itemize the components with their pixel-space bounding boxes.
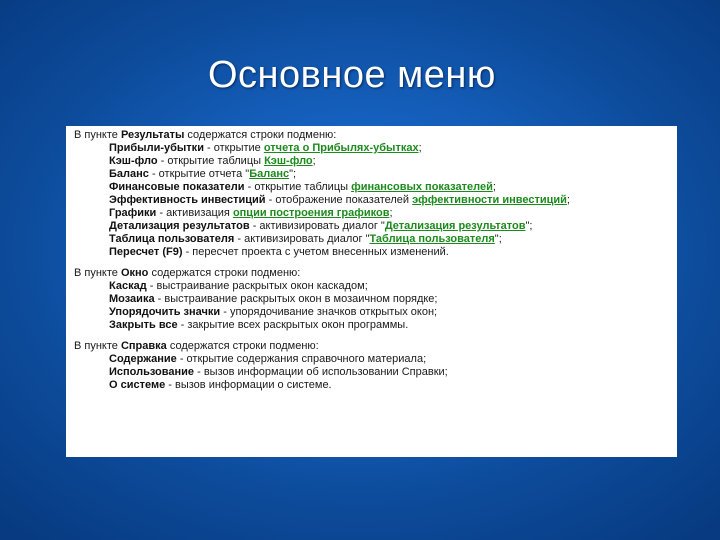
menu-item: [109, 379, 669, 392]
menu-item: [109, 233, 669, 246]
item-name: Детализация результатов: [109, 220, 250, 232]
item-name: Пересчет (F9): [109, 246, 183, 258]
item-name: Баланс: [109, 168, 149, 180]
item-name: Каскад: [109, 280, 147, 292]
menu-item: [109, 306, 669, 319]
item-link[interactable]: эффективности инвестиций: [412, 194, 567, 206]
item-desc: - закрытие всех раскрытых окон программы.: [177, 319, 409, 331]
section-intro: [74, 340, 669, 353]
item-desc-end: ;: [566, 194, 570, 206]
item-desc-end: ;: [418, 142, 422, 154]
slide-title: Основное меню: [208, 54, 496, 96]
item-desc: - открытие таблицы: [244, 181, 352, 193]
item-desc-end: ;: [492, 181, 496, 193]
menu-item: [109, 142, 669, 155]
menu-item: [109, 207, 669, 220]
menu-item: [109, 181, 669, 194]
intro-text: содержатся строки подменю:: [166, 340, 319, 352]
item-desc: - активизация: [156, 207, 233, 219]
menu-item: [109, 293, 669, 306]
item-desc: - вызов информации об использовании Справки;: [194, 366, 448, 378]
section-intro: [74, 129, 669, 142]
section-window: [74, 267, 669, 332]
item-name: Кэш-фло: [109, 155, 158, 167]
intro-text: В пункте: [74, 129, 121, 141]
menu-item: [109, 155, 669, 168]
item-name: Использование: [109, 366, 195, 378]
item-name: Таблица пользователя: [109, 233, 235, 245]
item-desc: - пересчет проекта с учетом внесенных изменений.: [182, 246, 449, 258]
item-desc: - открытие: [203, 142, 264, 154]
menu-item: [109, 280, 669, 293]
intro-text: содержатся строки подменю:: [184, 129, 337, 141]
item-name: Закрыть все: [109, 319, 178, 331]
menu-name: Окно: [120, 267, 149, 279]
item-desc: - выстраивание раскрытых окон каскадом;: [146, 280, 368, 292]
menu-name: Результаты: [120, 129, 185, 141]
menu-item: [109, 246, 669, 259]
item-desc-end: ;: [312, 155, 316, 167]
menu-item: [109, 220, 669, 233]
menu-name: Справка: [120, 340, 167, 352]
intro-text: В пункте: [74, 340, 121, 352]
item-desc: - выстраивание раскрытых окон в мозаичном порядке;: [154, 293, 438, 305]
item-desc: - отображение показателей: [265, 194, 413, 206]
menu-item: [109, 168, 669, 181]
item-name: Эффективность инвестиций: [109, 194, 266, 206]
item-name: О системе: [109, 379, 166, 391]
item-link[interactable]: финансовых показателей: [351, 181, 493, 193]
menu-item: [109, 319, 669, 332]
item-desc: - открытие отчета ": [148, 168, 250, 180]
menu-item: [109, 366, 669, 379]
item-link[interactable]: Кэш-фло: [264, 155, 313, 167]
item-name: Содержание: [109, 353, 177, 365]
item-desc: - открытие содержания справочного материала;: [176, 353, 427, 365]
section-results: [74, 129, 669, 259]
item-desc: - вызов информации о системе.: [165, 379, 332, 391]
section-help: [74, 340, 669, 392]
item-desc-end: ";: [525, 220, 533, 232]
item-name: Финансовые показатели: [109, 181, 245, 193]
section-intro: [74, 267, 669, 280]
intro-text: В пункте: [74, 267, 121, 279]
item-desc-end: ";: [494, 233, 502, 245]
item-desc: - активизировать диалог ": [234, 233, 370, 245]
item-desc: - активизировать диалог ": [249, 220, 385, 232]
item-link[interactable]: опции построения графиков: [232, 207, 390, 219]
item-link[interactable]: Баланс: [249, 168, 290, 180]
item-link[interactable]: Таблица пользователя: [369, 233, 495, 245]
item-link[interactable]: отчета о Прибылях-убытках: [263, 142, 419, 154]
item-name: Упорядочить значки: [109, 306, 221, 318]
menu-item: [109, 194, 669, 207]
item-name: Прибыли-убытки: [109, 142, 204, 154]
item-desc: - открытие таблицы: [157, 155, 265, 167]
item-desc: - упорядочивание значков открытых окон;: [220, 306, 438, 318]
intro-text: содержатся строки подменю:: [148, 267, 301, 279]
menu-item: [109, 353, 669, 366]
content-panel: [66, 126, 677, 457]
item-desc-end: ";: [289, 168, 297, 180]
item-name: Графики: [109, 207, 157, 219]
item-desc-end: ;: [389, 207, 393, 219]
item-name: Мозаика: [109, 293, 155, 305]
item-link[interactable]: Детализация результатов: [384, 220, 526, 232]
